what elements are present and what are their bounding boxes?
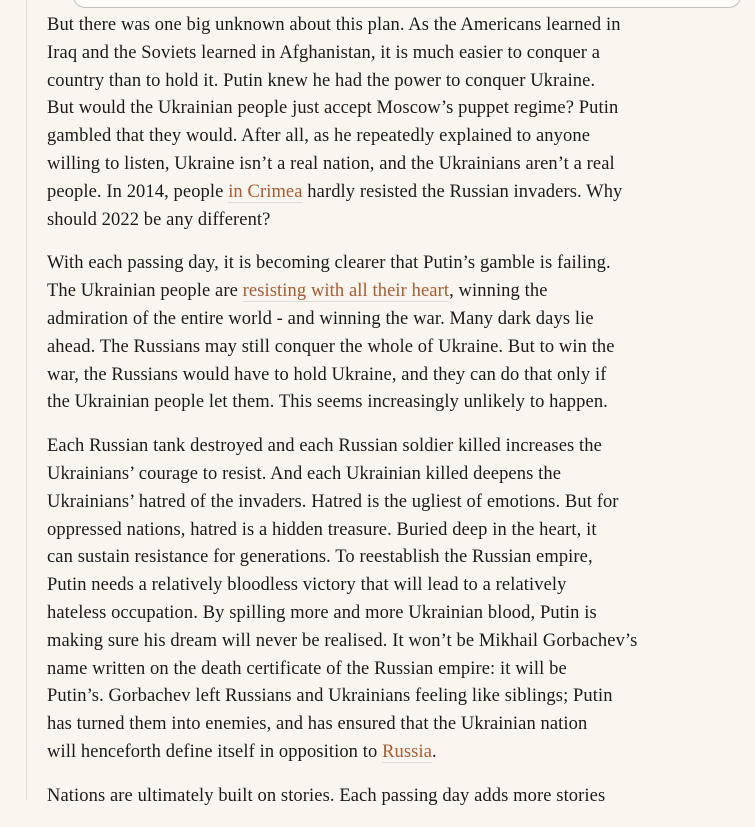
text-run: has turned them into enemies, and has ensured that the Ukrainian nation [47, 714, 588, 735]
text-run: name written on the death certificate of the Russian empire: it will be [47, 658, 567, 679]
paragraph [47, 12, 749, 234]
text-run: With each passing day, it is becoming clearer that Putin’s gamble is failing. [47, 253, 611, 274]
inline-link[interactable]: resisting with all their heart [242, 281, 450, 302]
text-run: the Ukrainian people let them. This seems increasingly unlikely to happen. [47, 392, 608, 413]
text-run: ahead. The Russians may still conquer the whole of Ukraine. But to win the [47, 336, 615, 357]
text-run: Iraq and the Soviets learned in Afghanistan, it is much easier to conquer a [47, 42, 601, 63]
text-run: hardly resisted the Russian invaders. Why [302, 181, 623, 202]
paragraph [47, 250, 749, 417]
text-run: , winning the [449, 281, 548, 302]
text-run: people. In 2014, people [47, 181, 229, 202]
text-run: Putin’s. Gorbachev left Russians and Ukrainians feeling like siblings; Putin [47, 686, 613, 707]
text-run: hateless occupation. By spilling more and more Ukrainian blood, Putin is [47, 602, 597, 623]
text-run: willing to listen, Ukraine isn’t a real nation, and the Ukrainians aren’t a real [47, 153, 615, 174]
text-run: making sure his dream will never be realised. It won’t be Mikhail Gorbachev’s [47, 630, 638, 651]
text-run: should 2022 be any different? [47, 209, 271, 230]
text-run: Ukrainians’ hatred of the invaders. Hatred is the ugliest of emotions. But for [47, 491, 619, 512]
left-column-rule [26, 0, 27, 800]
text-run: But there was one big unknown about this plan. As the Americans learned in [47, 15, 621, 35]
paragraph [47, 433, 749, 767]
paragraph [47, 783, 749, 811]
text-run: war, the Russians would have to hold Ukraine, and they can do that only if [47, 364, 607, 385]
embed-box-bottom-edge[interactable] [73, 0, 741, 8]
text-run: Each Russian tank destroyed and each Russian soldier killed increases the [47, 436, 602, 457]
text-run: oppressed nations, hatred is a hidden treasure. Buried deep in the heart, it [47, 519, 597, 540]
text-run: country than to hold it. Putin knew he had the power to conquer Ukraine. [47, 70, 596, 91]
text-run: . [432, 741, 437, 762]
text-run: will henceforth define itself in opposition to [47, 741, 383, 762]
article-body [47, 12, 749, 827]
text-run: can sustain resistance for generations. To reestablish the Russian empire, [47, 547, 593, 568]
inline-link[interactable]: in Crimea [228, 181, 303, 202]
text-run: Nations are ultimately built on stories. Each passing day adds more stories [47, 785, 606, 806]
text-run: admiration of the entire world - and winning the war. Many dark days lie [47, 308, 594, 329]
text-run: gambled that they would. After all, as he repeatedly explained to anyone [47, 126, 591, 147]
text-run: Putin needs a relatively bloodless victory that will lead to a relatively [47, 575, 567, 596]
inline-link[interactable]: Russia [382, 741, 433, 762]
text-run: Ukrainians’ courage to resist. And each Ukrainian killed deepens the [47, 463, 562, 484]
text-run: But would the Ukrainian people just accept Moscow’s puppet regime? Putin [47, 98, 619, 119]
text-run: The Ukrainian people are [47, 281, 243, 302]
